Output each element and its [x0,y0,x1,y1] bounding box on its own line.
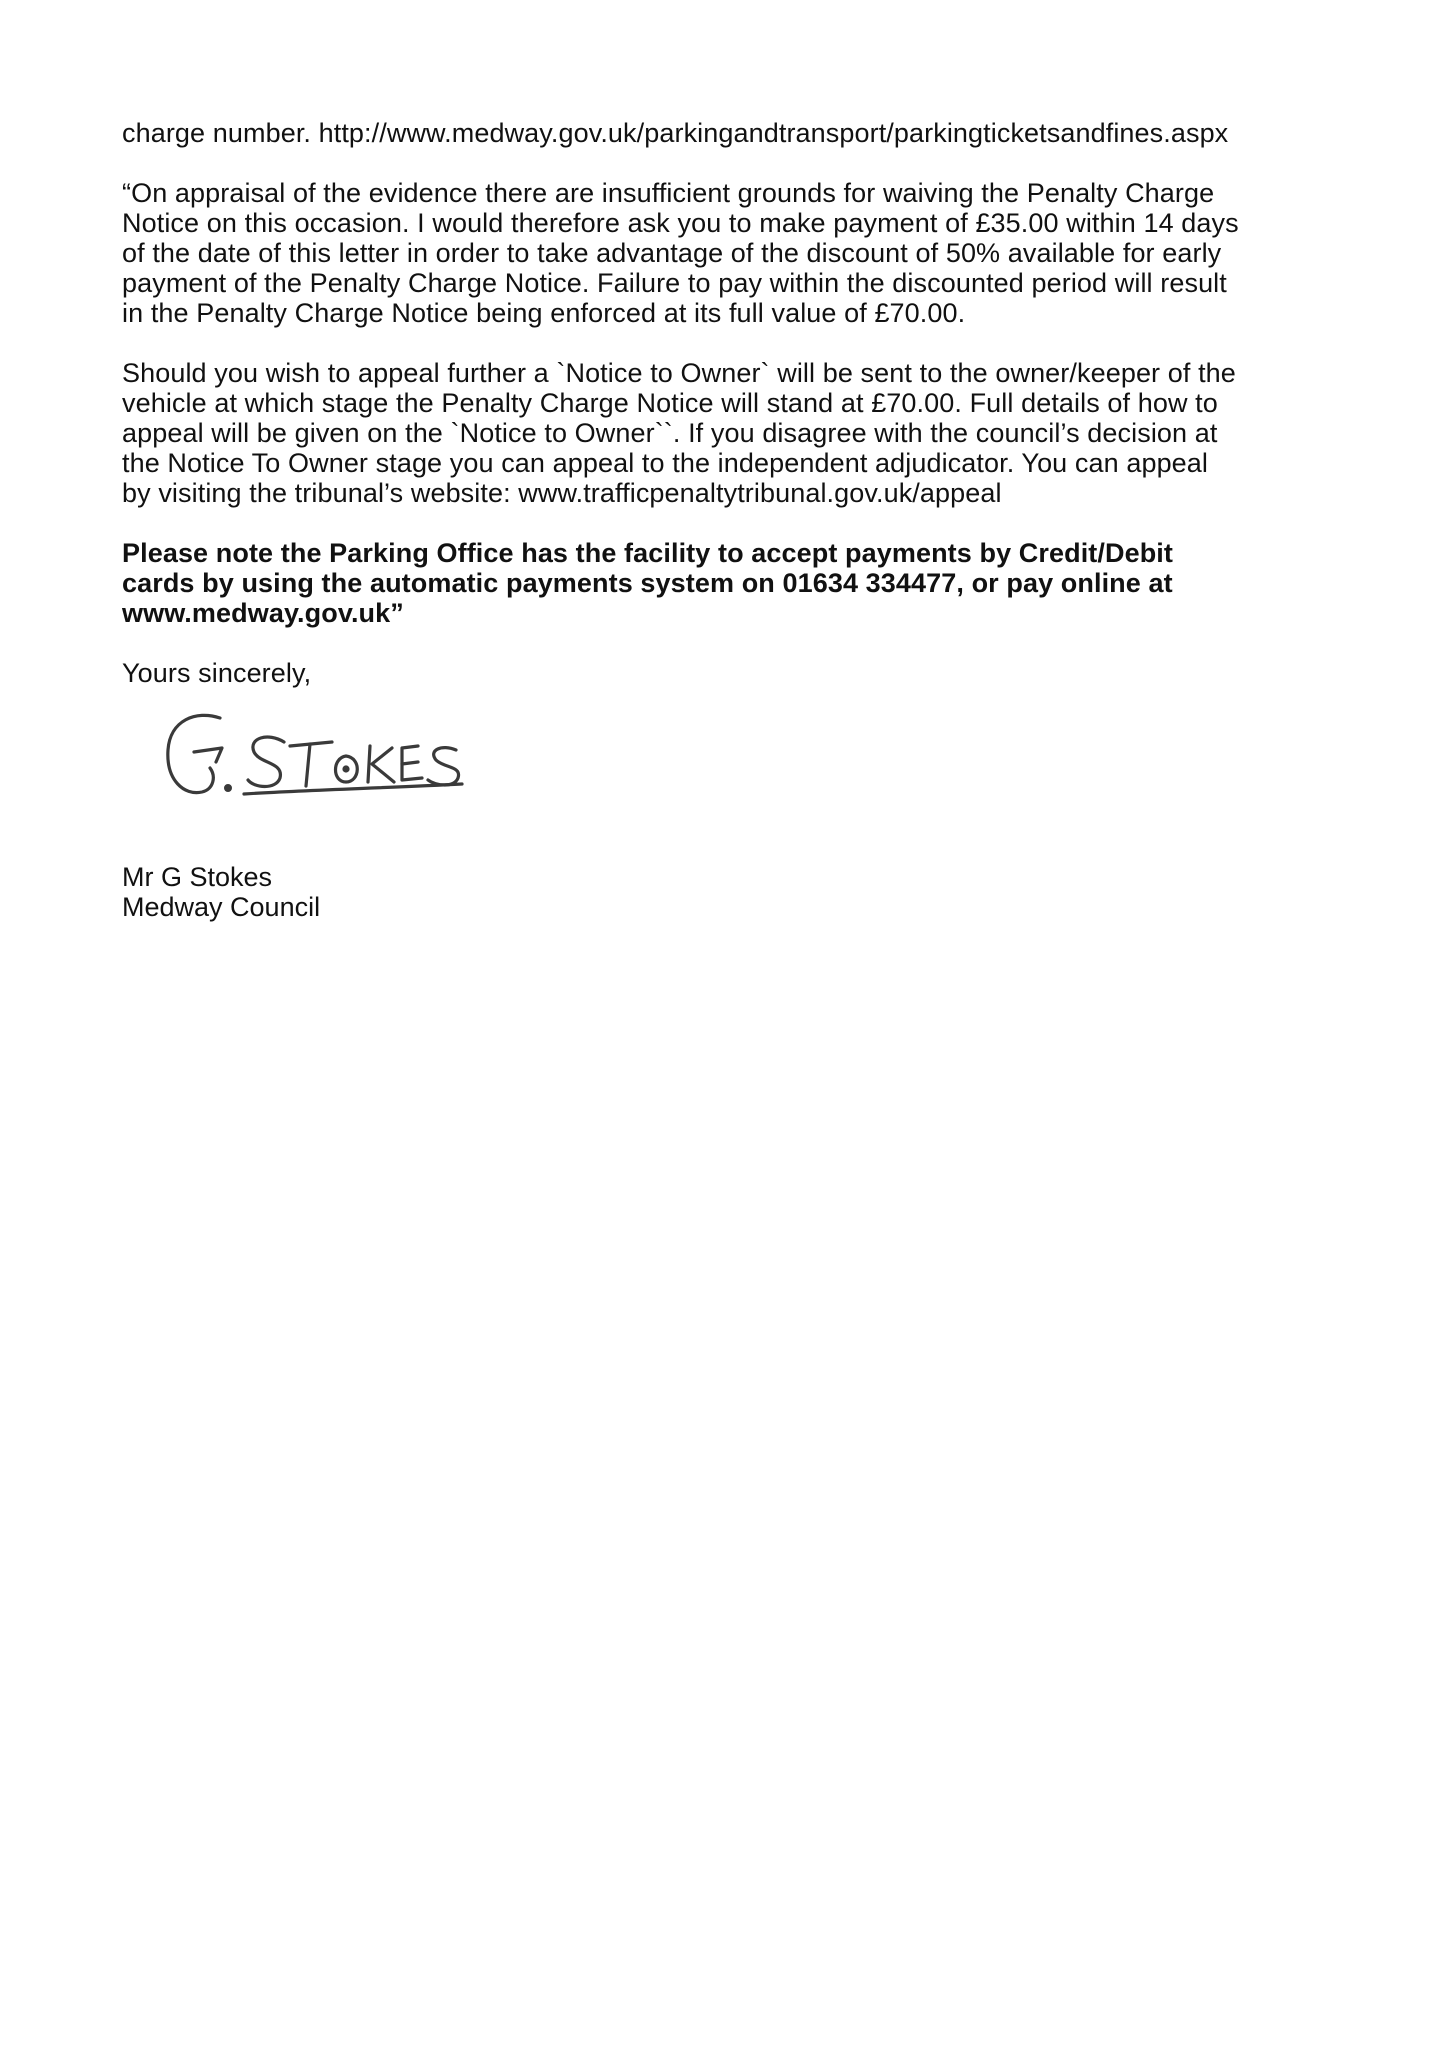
text-line: Please note the Parking Office has the facility to accept payments by Credit/Debit [122,538,1173,568]
text-line: appeal will be given on the `Notice to Owner``. If you disagree with the council’s decision at [122,418,1218,448]
signatory-organisation: Medway Council [122,892,321,922]
text-line: in the Penalty Charge Notice being enforced at its full value of £70.00. [122,298,966,328]
closing-salutation: Yours sincerely, [122,658,312,688]
handwritten-signature [156,702,486,822]
signatory-name: Mr G Stokes [122,862,273,892]
paragraph-payment-note [122,538,1342,628]
text-line: of the date of this letter in order to take advantage of the discount of 50% available for early [122,238,1222,268]
paragraph-appraisal [122,178,1342,328]
text-line: cards by using the automatic payments system on 01634 334477, or pay online at [122,568,1173,598]
text-line: by visiting the tribunal’s website: www.trafficpenaltytribunal.gov.uk/appeal [122,478,1002,508]
paragraph-appeal [122,358,1342,508]
paragraph-web-link [122,118,1342,148]
text-line: the Notice To Owner stage you can appeal to the independent adjudicator. You can appeal [122,448,1209,478]
text-line: Notice on this occasion. I would therefore ask you to make payment of £35.00 within 14 days [122,208,1239,238]
text-line: payment of the Penalty Charge Notice. Failure to pay within the discounted period will result [122,268,1227,298]
text-line: Should you wish to appeal further a `Notice to Owner` will be sent to the owner/keeper of the [122,358,1236,388]
text-line: “On appraisal of the evidence there are insufficient grounds for waiving the Penalty Charge [122,178,1215,208]
text-line: charge number. http://www.medway.gov.uk/parkingandtransport/parkingticketsandfines.aspx [122,118,1229,148]
text-line: www.medway.gov.uk” [122,598,404,628]
letter-page [122,118,1342,922]
text-line: vehicle at which stage the Penalty Charge Notice will stand at £70.00. Full details of how to [122,388,1218,418]
